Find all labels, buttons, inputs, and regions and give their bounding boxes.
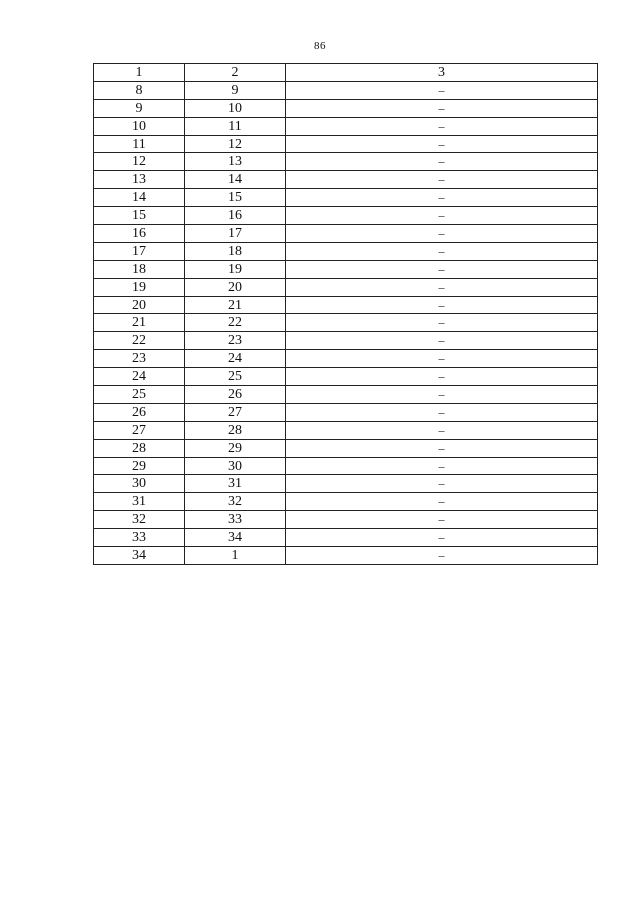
- table-cell-col2: 12: [185, 135, 286, 153]
- table-cell-col2: 23: [185, 332, 286, 350]
- table-cell-col2: 34: [185, 529, 286, 547]
- table-cell-col1: 18: [94, 260, 185, 278]
- table-cell-col1: 29: [94, 457, 185, 475]
- table-cell-col1: 24: [94, 368, 185, 386]
- table-cell-col3: –: [286, 278, 598, 296]
- table-cell-col2: 14: [185, 171, 286, 189]
- table-cell-col2: 13: [185, 153, 286, 171]
- table-cell-col2: 21: [185, 296, 286, 314]
- table-row: [94, 99, 598, 117]
- table-cell-col2: 1: [185, 547, 286, 565]
- table-row: [94, 403, 598, 421]
- table-row: [94, 189, 598, 207]
- table-cell-col2: 32: [185, 493, 286, 511]
- table-cell-col3: –: [286, 350, 598, 368]
- table-cell-col2: 30: [185, 457, 286, 475]
- table-cell-col3: –: [286, 493, 598, 511]
- table-cell-col1: 16: [94, 225, 185, 243]
- table-row: [94, 350, 598, 368]
- table-cell-col3: –: [286, 296, 598, 314]
- table-row: [94, 475, 598, 493]
- table-cell-col3: –: [286, 99, 598, 117]
- table-cell-col1: 13: [94, 171, 185, 189]
- table-row: [94, 296, 598, 314]
- table-cell-col1: 12: [94, 153, 185, 171]
- table-cell-col1: 11: [94, 135, 185, 153]
- table-cell-col3: –: [286, 511, 598, 529]
- table-cell-col1: 23: [94, 350, 185, 368]
- table-cell-col3: –: [286, 207, 598, 225]
- table-cell-col1: 33: [94, 529, 185, 547]
- table-cell-col1: 9: [94, 99, 185, 117]
- table-cell-col2: 16: [185, 207, 286, 225]
- table-row: [94, 547, 598, 565]
- table-cell-col2: 31: [185, 475, 286, 493]
- table-cell-col3: –: [286, 457, 598, 475]
- table-row: [94, 117, 598, 135]
- table-cell-col3: –: [286, 171, 598, 189]
- table-row: [94, 493, 598, 511]
- table-cell-col1: 8: [94, 81, 185, 99]
- table-row: [94, 332, 598, 350]
- table-cell-col1: 14: [94, 189, 185, 207]
- table-row: [94, 386, 598, 404]
- table-cell-col1: 21: [94, 314, 185, 332]
- table-cell-col3: –: [286, 529, 598, 547]
- table-cell-col2: 17: [185, 225, 286, 243]
- table-cell-col1: 10: [94, 117, 185, 135]
- table-cell-col3: –: [286, 314, 598, 332]
- table-cell-col1: 26: [94, 403, 185, 421]
- table-cell-col2: 33: [185, 511, 286, 529]
- table-row: [94, 242, 598, 260]
- table-row: [94, 278, 598, 296]
- header-cell-col3: 3: [286, 64, 598, 82]
- table-cell-col3: –: [286, 332, 598, 350]
- table-row: [94, 225, 598, 243]
- table-cell-col3: –: [286, 135, 598, 153]
- table-body: [94, 64, 598, 565]
- table-cell-col2: 29: [185, 439, 286, 457]
- table-cell-col1: 31: [94, 493, 185, 511]
- table-row: [94, 368, 598, 386]
- table-cell-col3: –: [286, 403, 598, 421]
- table-cell-col3: –: [286, 225, 598, 243]
- header-cell-col1: 1: [94, 64, 185, 82]
- table-cell-col3: –: [286, 260, 598, 278]
- table-cell-col2: 20: [185, 278, 286, 296]
- table-row: [94, 439, 598, 457]
- table-cell-col3: –: [286, 421, 598, 439]
- table-row: [94, 81, 598, 99]
- table-cell-col3: –: [286, 386, 598, 404]
- table-cell-col1: 15: [94, 207, 185, 225]
- page-number: 86: [314, 40, 326, 52]
- table-cell-col3: –: [286, 439, 598, 457]
- table-row: [94, 207, 598, 225]
- table-cell-col2: 10: [185, 99, 286, 117]
- table-row: [94, 171, 598, 189]
- table-cell-col2: 24: [185, 350, 286, 368]
- table-cell-col3: –: [286, 117, 598, 135]
- table-cell-col1: 32: [94, 511, 185, 529]
- table-cell-col2: 28: [185, 421, 286, 439]
- table-row: [94, 153, 598, 171]
- table-cell-col1: 30: [94, 475, 185, 493]
- table-row: [94, 314, 598, 332]
- table-cell-col3: –: [286, 153, 598, 171]
- table-cell-col3: –: [286, 189, 598, 207]
- table-cell-col2: 26: [185, 386, 286, 404]
- table-row: [94, 260, 598, 278]
- table-cell-col1: 20: [94, 296, 185, 314]
- table-cell-col1: 22: [94, 332, 185, 350]
- table-cell-col1: 28: [94, 439, 185, 457]
- table-cell-col3: –: [286, 242, 598, 260]
- table-cell-col2: 19: [185, 260, 286, 278]
- table-row: [94, 457, 598, 475]
- table-cell-col2: 25: [185, 368, 286, 386]
- table-cell-col2: 18: [185, 242, 286, 260]
- table-cell-col2: 15: [185, 189, 286, 207]
- table-cell-col2: 27: [185, 403, 286, 421]
- table-cell-col2: 22: [185, 314, 286, 332]
- table-cell-col1: 19: [94, 278, 185, 296]
- table-cell-col2: 9: [185, 81, 286, 99]
- table-cell-col3: –: [286, 368, 598, 386]
- table-cell-col3: –: [286, 81, 598, 99]
- table-cell-col1: 17: [94, 242, 185, 260]
- table-row: [94, 135, 598, 153]
- table-row: [94, 529, 598, 547]
- table-cell-col1: 34: [94, 547, 185, 565]
- table-cell-col3: –: [286, 475, 598, 493]
- table-cell-col2: 11: [185, 117, 286, 135]
- table-header-row: [94, 64, 598, 82]
- table-row: [94, 511, 598, 529]
- data-table: [93, 63, 598, 565]
- table-cell-col1: 27: [94, 421, 185, 439]
- table-cell-col3: –: [286, 547, 598, 565]
- table-row: [94, 421, 598, 439]
- header-cell-col2: 2: [185, 64, 286, 82]
- table-cell-col1: 25: [94, 386, 185, 404]
